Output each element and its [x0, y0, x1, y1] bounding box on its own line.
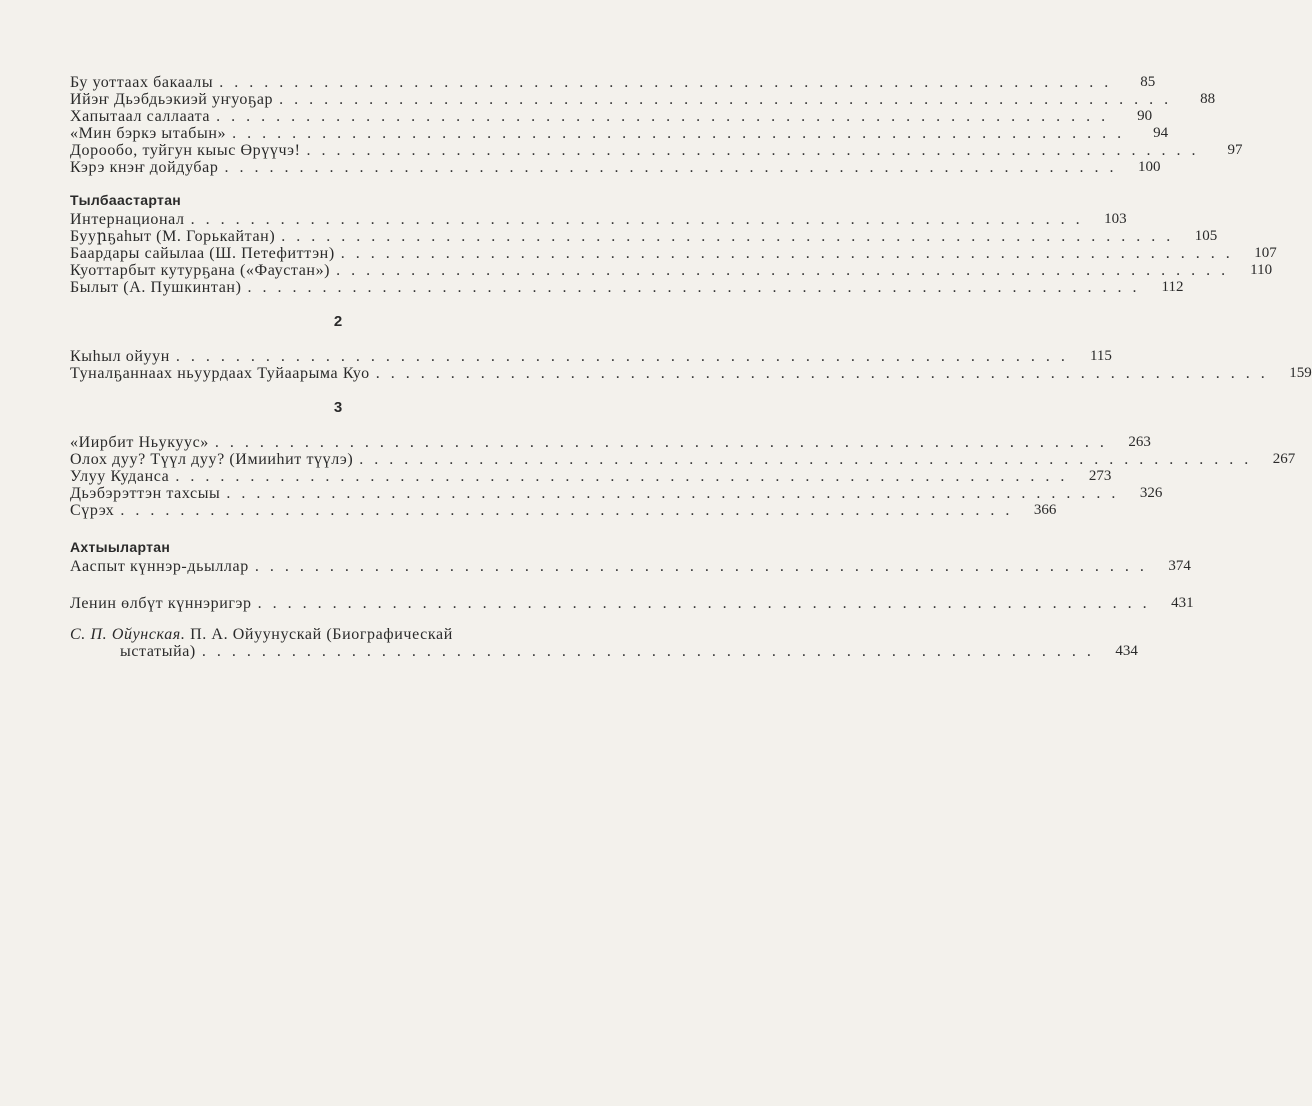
toc-entry: [70, 159, 1161, 176]
dot-leader: ............................................................: [201, 643, 1102, 660]
entry-page: 88: [1200, 91, 1216, 107]
entry-title: «Мин бэркэ ытабын»: [70, 125, 227, 142]
entry-page: 115: [1089, 348, 1112, 364]
entry-title: Бууրҕаһыт (М. Горькайтан): [70, 228, 276, 245]
entry-page: 110: [1250, 262, 1273, 278]
entry-title: Бу уоттаах бакаалы: [70, 74, 214, 91]
entry-page: 431: [1171, 595, 1194, 611]
entry-page: 326: [1139, 485, 1163, 501]
dot-leader: ............................................................: [226, 485, 1127, 502]
dot-leader: ............................................................: [279, 91, 1180, 108]
toc-entry: [70, 468, 1112, 485]
toc-entry: [70, 211, 1127, 228]
table-of-contents: [70, 74, 1312, 660]
entry-page: 112: [1161, 279, 1184, 295]
dot-leader: ............................................................: [254, 558, 1155, 575]
entry-page: 97: [1227, 142, 1243, 158]
toc-entry: [70, 228, 1218, 245]
toc-group-part-3: [70, 434, 1296, 519]
toc-entry: [70, 125, 1169, 142]
entry-page: 105: [1194, 228, 1218, 244]
entry-page: 267: [1272, 451, 1296, 467]
toc-entry: [70, 502, 1057, 519]
entry-title: Ааспыт күннэр-дьыллар: [70, 558, 249, 575]
entry-title: Сүрэх: [70, 502, 115, 519]
part-number-2: 2: [333, 313, 343, 330]
entry-page: 107: [1254, 245, 1277, 261]
toc-entry: [70, 245, 1277, 262]
entry-title: Интернационал: [70, 211, 185, 228]
section-heading-translations: Тылбаастартан: [70, 192, 182, 208]
toc-group-memoirs: [70, 558, 1191, 575]
entry-page: 94: [1153, 125, 1169, 141]
entry-page: 90: [1137, 108, 1153, 124]
entry-page: 273: [1088, 468, 1112, 484]
entry-title: Дьэбэрэттэн тахсыы: [70, 485, 221, 502]
dot-leader: ............................................................: [306, 142, 1207, 159]
entry-title: Ленин өлбүт күннэригэр: [70, 595, 252, 612]
entry-title: Кыһыл ойуун: [70, 348, 170, 365]
entry-title: Баардары сайылаа (Ш. Петефиттэн): [70, 245, 335, 262]
entry-title: Былыт (А. Пушкинтан): [70, 279, 242, 296]
toc-entry: [70, 348, 1112, 365]
dot-leader: ............................................................: [232, 125, 1133, 142]
entry-page: 100: [1137, 159, 1161, 175]
dot-leader: ............................................................: [336, 262, 1237, 279]
entry-page: 263: [1128, 434, 1151, 450]
entry-title: «Ииpбит Ньукуус»: [70, 434, 209, 451]
dot-leader: ............................................................: [247, 279, 1148, 296]
toc-entry-biography-line2: [70, 643, 1138, 660]
entry-title: Туналҕаннаах ньуурдаах Туйаарыма Куо: [70, 365, 370, 382]
toc-group-1: [70, 74, 1243, 176]
dot-leader: ............................................................: [214, 434, 1115, 451]
dot-leader: ............................................................: [219, 74, 1120, 91]
toc-entry: [70, 74, 1156, 91]
entry-title-continued: ыстатыйа): [120, 643, 196, 660]
toc-entry: [70, 434, 1151, 451]
entry-page: 366: [1033, 502, 1057, 518]
dot-leader: ............................................................: [281, 228, 1182, 245]
toc-entry-lenin: [70, 595, 1194, 612]
toc-entry: [70, 558, 1191, 575]
part-number-3: 3: [333, 399, 343, 416]
entry-title: Хапытаал саллаата: [70, 108, 211, 125]
dot-leader: ............................................................: [175, 348, 1076, 365]
toc-entry-biography-line1: [70, 626, 606, 643]
entry-page: 103: [1104, 211, 1127, 227]
entry-title: Улуу Куданса: [70, 468, 170, 485]
dot-leader: ............................................................: [257, 595, 1158, 612]
dot-leader: ............................................................: [175, 468, 1076, 485]
toc-entry: [70, 365, 1312, 382]
entry-title: Кэрэ кнэҥ дойдубар: [70, 159, 219, 176]
entry-page: 85: [1140, 74, 1156, 90]
entry-page: 434: [1115, 643, 1138, 659]
dot-leader: ............................................................: [190, 211, 1091, 228]
entry-title: П. А. Ойуунускай (Биографическай: [190, 626, 453, 643]
entry-author: С. П. Ойунская.: [70, 626, 186, 643]
toc-entry: [70, 279, 1184, 296]
entry-page: 159: [1289, 365, 1312, 381]
dot-leader: ............................................................: [375, 365, 1276, 382]
toc-entry: [70, 262, 1273, 279]
toc-group-part-2: [70, 348, 1312, 382]
dot-leader: ............................................................: [340, 245, 1241, 262]
section-heading-memoirs: Ахтыылартан: [70, 539, 171, 555]
toc-entry: [70, 142, 1243, 159]
toc-entry: [70, 451, 1296, 468]
entry-title: Дорообо, туйгун кыыс Өрүүчэ!: [70, 142, 301, 159]
dot-leader: ............................................................: [224, 159, 1125, 176]
toc-entry: [70, 108, 1153, 125]
entry-title: Ийэҥ Дьэбдьэкиэй уҥуоҕар: [70, 91, 274, 108]
dot-leader: ............................................................: [216, 108, 1117, 125]
entry-page: 374: [1168, 558, 1191, 574]
dot-leader: ............................................................: [120, 502, 1021, 519]
dot-leader: ............................................................: [359, 451, 1260, 468]
toc-entry: [70, 485, 1163, 502]
toc-group-translations: [70, 211, 1277, 296]
toc-entry: [70, 91, 1216, 108]
entry-title: Олох дуу? Түүл дуу? (Имииһит түүлэ): [70, 451, 354, 468]
entry-title: Куоттарбыт кутурҕана («Фаустан»): [70, 262, 331, 279]
